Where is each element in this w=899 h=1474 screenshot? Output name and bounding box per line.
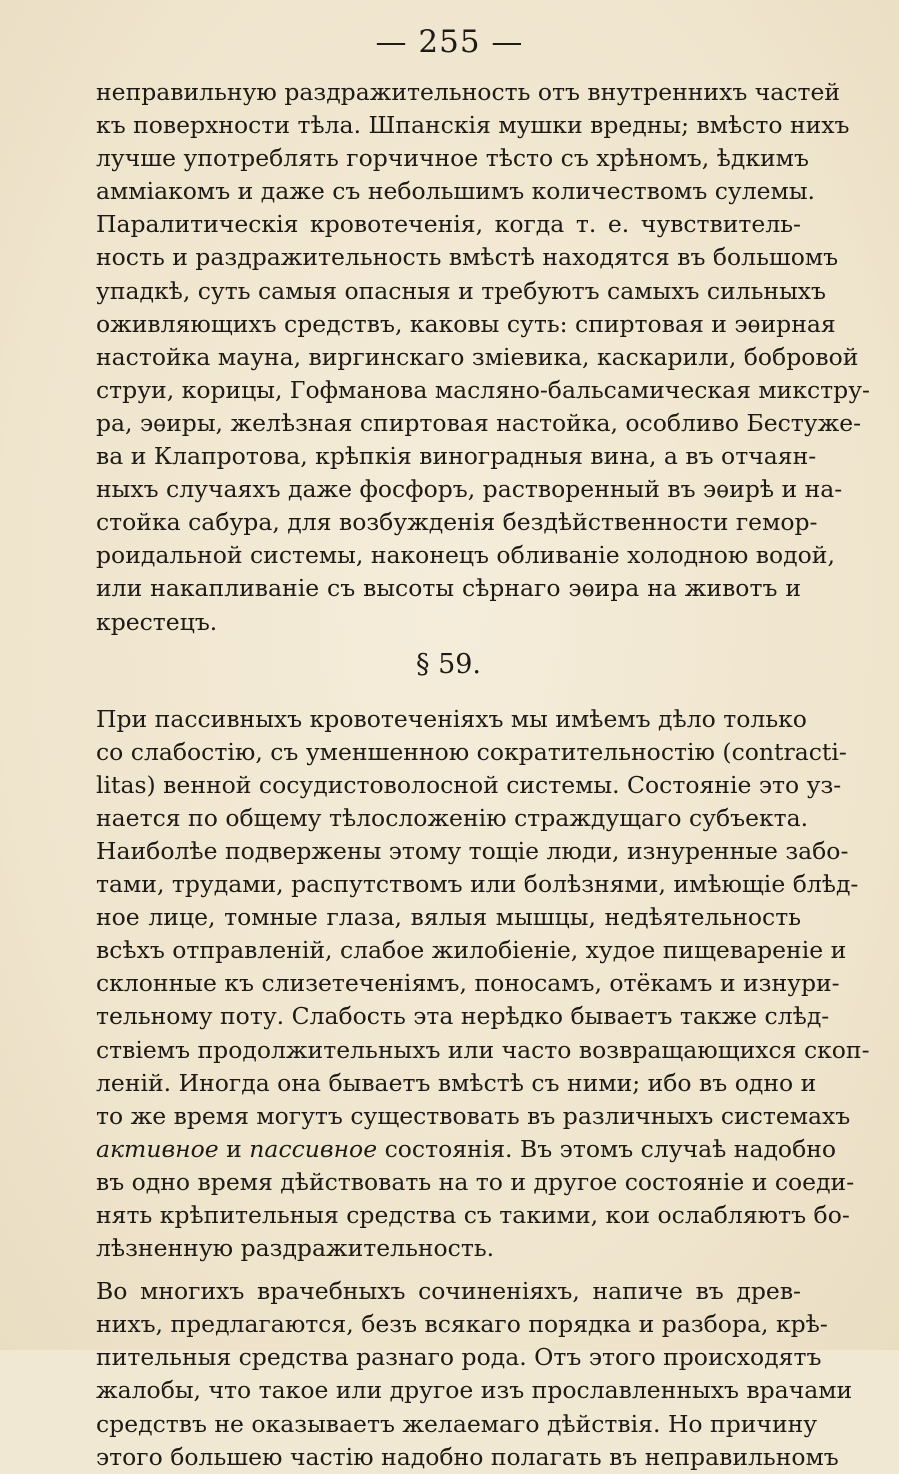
text-line: этого большею частію надобно полагать въ неправильномъ	[96, 1442, 839, 1471]
text-line: лучше употреблять горчичное тѣсто съ хрѣномъ, ѣдкимъ	[96, 144, 809, 173]
text-line: въ одно время дѣйствовать на то и другое состояніе и соеди-	[96, 1167, 855, 1196]
text-line: стойка сабура, для возбужденія бездѣйственности гемор-	[96, 508, 818, 537]
text-line: тельному поту. Слабость эта нерѣдко бываетъ также слѣд-	[96, 1002, 830, 1031]
text-line-with-italics	[96, 1133, 837, 1166]
text-line: амміакомъ и даже съ небольшимъ количествомъ сулемы.	[96, 177, 816, 206]
text-line: упадкѣ, суть самыя опасныя и требуютъ самыхъ сильныхъ	[96, 276, 827, 305]
page-number: — 255 —	[375, 24, 524, 60]
text-line: всѣхъ отправленій, слабое жилобіеніе, худое пищевареніе и	[96, 936, 847, 965]
text-line: Паралитическія кровотеченія, когда т. е. чувствитель-	[96, 210, 801, 239]
text-line: litas) венной сосудистоволосной системы. Состояніе это уз-	[96, 770, 842, 799]
text-fragment: и	[218, 1134, 250, 1163]
text-line: оживляющихъ средствъ, каковы суть: спиртовая и эѳирная	[96, 309, 836, 338]
italic-term: активное	[96, 1134, 219, 1163]
text-line: леній. Иногда она бываетъ вмѣстѣ съ ними; ибо въ одно и	[96, 1068, 817, 1097]
text-line: или накапливаніе съ высоты сѣрнаго эѳира на животъ и	[96, 574, 801, 603]
text-line: то же время могутъ существовать въ различныхъ системахъ	[96, 1101, 851, 1130]
text-line: пительныя средства разнаго рода. Отъ этого происходятъ	[96, 1343, 822, 1372]
text-line: роидальной системы, наконецъ обливаніе холодною водой,	[96, 541, 835, 570]
text-line: ствіемъ продолжительныхъ или часто возвращающихся скоп-	[96, 1035, 870, 1064]
text-line: Во многихъ врачебныхъ сочиненіяхъ, напиче въ древ-	[96, 1277, 801, 1306]
italic-term: пассивное	[249, 1134, 378, 1163]
text-line: крестецъ.	[96, 607, 218, 636]
text-line: Наиболѣе подвержены этому тощіе люди, изнуренные забо-	[96, 836, 849, 865]
text-line: ность и раздражительность вмѣстѣ находятся въ большомъ	[96, 243, 839, 272]
text-line: жалобы, что такое или другое изъ прославленныхъ врачами	[96, 1376, 853, 1405]
text-line: къ поверхности тѣла. Шпанскія мушки вредны; вмѣсто нихъ	[96, 111, 850, 140]
text-line: нается по общему тѣлосложенію страждущаго субъекта.	[96, 803, 809, 832]
text-line: ное лице, томные глаза, вялыя мышцы, недѣятельность	[96, 903, 801, 932]
text-line: При пассивныхъ кровотеченіяхъ мы имѣемъ дѣло только	[96, 704, 807, 733]
text-fragment: состоянія. Въ этомъ случаѣ надобно	[377, 1134, 837, 1163]
text-line: ва и Клапротова, крѣпкія виноградныя вина, а въ отчаян-	[96, 442, 817, 471]
page-text	[96, 76, 870, 1474]
paragraph-2	[96, 208, 870, 638]
paragraph-4	[96, 1275, 853, 1474]
text-line: настойка мауна, виргинскаго зміевика, каскарили, бобровой	[96, 342, 859, 371]
text-line: нихъ, предлагаются, безъ всякаго порядка и разбора, крѣ-	[96, 1310, 828, 1339]
text-line: со слабостію, съ уменшенною сократительностію (contracti-	[96, 737, 847, 766]
text-line: неправильную раздражительность отъ внутреннихъ частей	[96, 78, 841, 106]
paragraph-3	[96, 703, 870, 1266]
text-line: нять крѣпительныя средства съ такими, кои ослабляютъ бо-	[96, 1201, 850, 1229]
text-line: склонные къ слизетеченіямъ, поносамъ, отёкамъ и изнури-	[96, 969, 840, 998]
text-line: средствъ не оказываетъ желаемаго дѣйствія. Но причину	[96, 1409, 818, 1438]
text-line: лѣзненную раздражительность.	[96, 1234, 495, 1263]
text-line: ра, эѳиры, желѣзная спиртовая настойка, особливо Бестуже-	[96, 408, 862, 437]
paragraph-spacer	[96, 1265, 801, 1275]
text-line: ныхъ случаяхъ даже фосфоръ, растворенный въ эѳирѣ и на-	[96, 475, 843, 504]
paragraph-1	[96, 76, 850, 208]
text-line: тами, трудами, распутствомъ или болѣзнями, имѣющіе блѣд-	[96, 870, 859, 899]
section-heading: § 59.	[415, 648, 482, 680]
text-line: струи, корицы, Гофманова масляно-бальсамическая микстру-	[96, 375, 870, 404]
